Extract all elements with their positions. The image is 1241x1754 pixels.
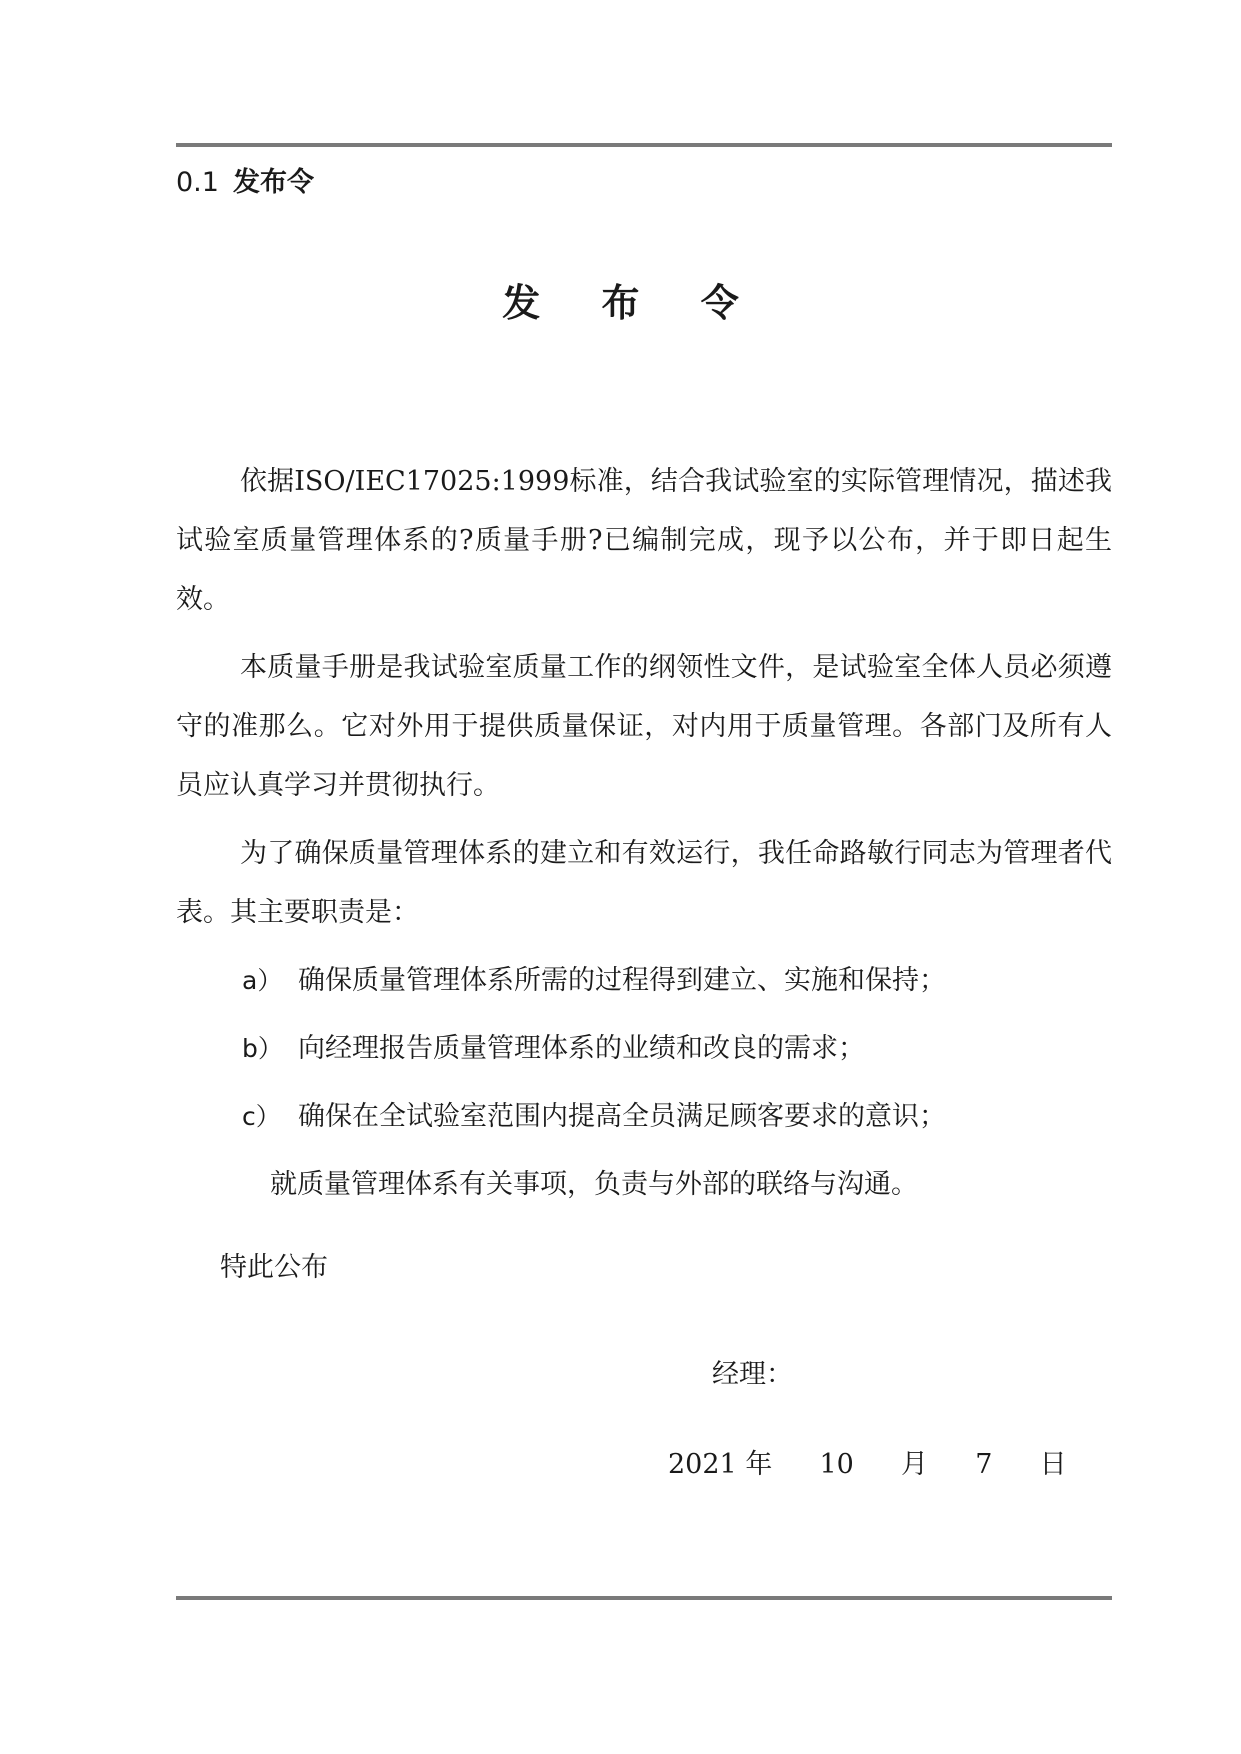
list-marker: b）	[242, 1034, 283, 1063]
list-item-text: 向经理报告质量管理体系的业绩和改良的需求；	[298, 1033, 865, 1064]
signer-label: 经理：	[712, 1359, 793, 1390]
paragraph-basis: 依据ISO/IEC17025:1999标准，结合我试验室的实际管理情况，描述我试验室质量管理体系的?质量手册?已编制完成，现予以公布，并于即日起生效。	[176, 466, 1112, 615]
date-day: 7	[975, 1449, 993, 1480]
announcement: 特此公布	[220, 1252, 328, 1283]
section-title: 发布令	[232, 167, 314, 198]
date-day-unit: 日	[1039, 1449, 1067, 1480]
paragraph-appointment: 为了确保质量管理体系的建立和有效运行，我任命路敏行同志为管理者代表。其主要职责是：	[176, 838, 1112, 928]
bottom-rule	[176, 1596, 1112, 1600]
list-item	[176, 1087, 1112, 1146]
section-heading	[176, 160, 314, 199]
top-rule	[176, 143, 1112, 147]
section-number: 0.1	[176, 167, 219, 198]
list-item-text: 确保在全试验室范围内提高全员满足顾客要求的意识；	[298, 1101, 946, 1132]
date-line	[668, 1442, 1067, 1481]
date-year-unit: 年	[745, 1449, 773, 1480]
list-marker: a）	[242, 966, 283, 995]
duties-list	[176, 951, 1112, 1146]
date-month: 10	[819, 1449, 854, 1480]
list-item-text: 确保质量管理体系所需的过程得到建立、实施和保持；	[298, 965, 946, 996]
date-year: 2021	[668, 1449, 737, 1480]
date-month-unit: 月	[901, 1449, 929, 1480]
document-title: 发 布 令	[502, 281, 763, 325]
list-item	[176, 1019, 1112, 1078]
body-text	[176, 452, 1112, 1214]
paragraph-manual-purpose: 本质量手册是我试验室质量工作的纲领性文件，是试验室全体人员必须遵守的准那么。它对外用于提供质量保证，对内用于质量管理。各部门及所有人员应认真学习并贯彻执行。	[176, 652, 1112, 801]
closing-line: 就质量管理体系有关事项，负责与外部的联络与沟通。	[270, 1169, 918, 1200]
list-marker: c）	[242, 1102, 281, 1131]
list-item	[176, 951, 1112, 1010]
